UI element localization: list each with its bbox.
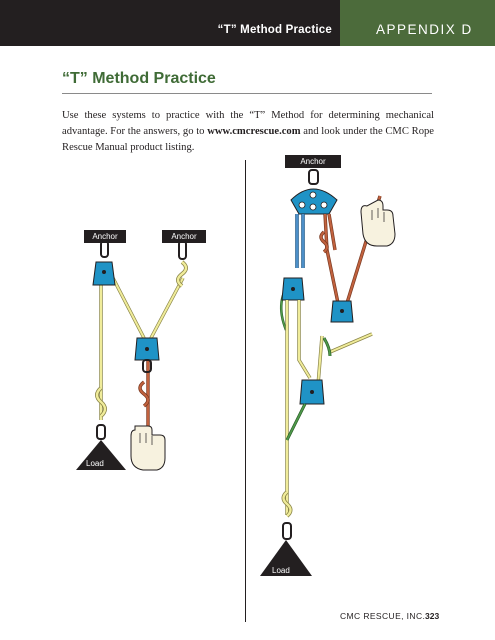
left-rope-system — [76, 241, 186, 470]
page-number: 323 — [425, 611, 440, 621]
footer-company: CMC RESCUE, INC. — [340, 611, 426, 621]
left-anchor-label-1: Anchor — [84, 230, 126, 243]
intro-text-2: and look under the CMC Rope Rescue Manual product listing. — [62, 126, 435, 154]
page-title: “T” Method Practice — [62, 70, 216, 87]
left-anchor-label-2: Anchor — [162, 230, 206, 243]
intro-text-1: Use these systems to practice with the “T” Method for determining mechanical advantage. For the answers, go to — [62, 110, 434, 138]
right-load-label: Load — [272, 566, 290, 575]
right-anchor-label: Anchor — [285, 155, 341, 168]
website-link[interactable]: www.cmcrescue.com — [207, 126, 301, 138]
right-rope-system — [260, 170, 395, 576]
appendix-label: APPENDIX D — [376, 22, 473, 37]
running-section-title: “T” Method Practice — [217, 24, 332, 36]
left-load-label: Load — [86, 459, 104, 468]
